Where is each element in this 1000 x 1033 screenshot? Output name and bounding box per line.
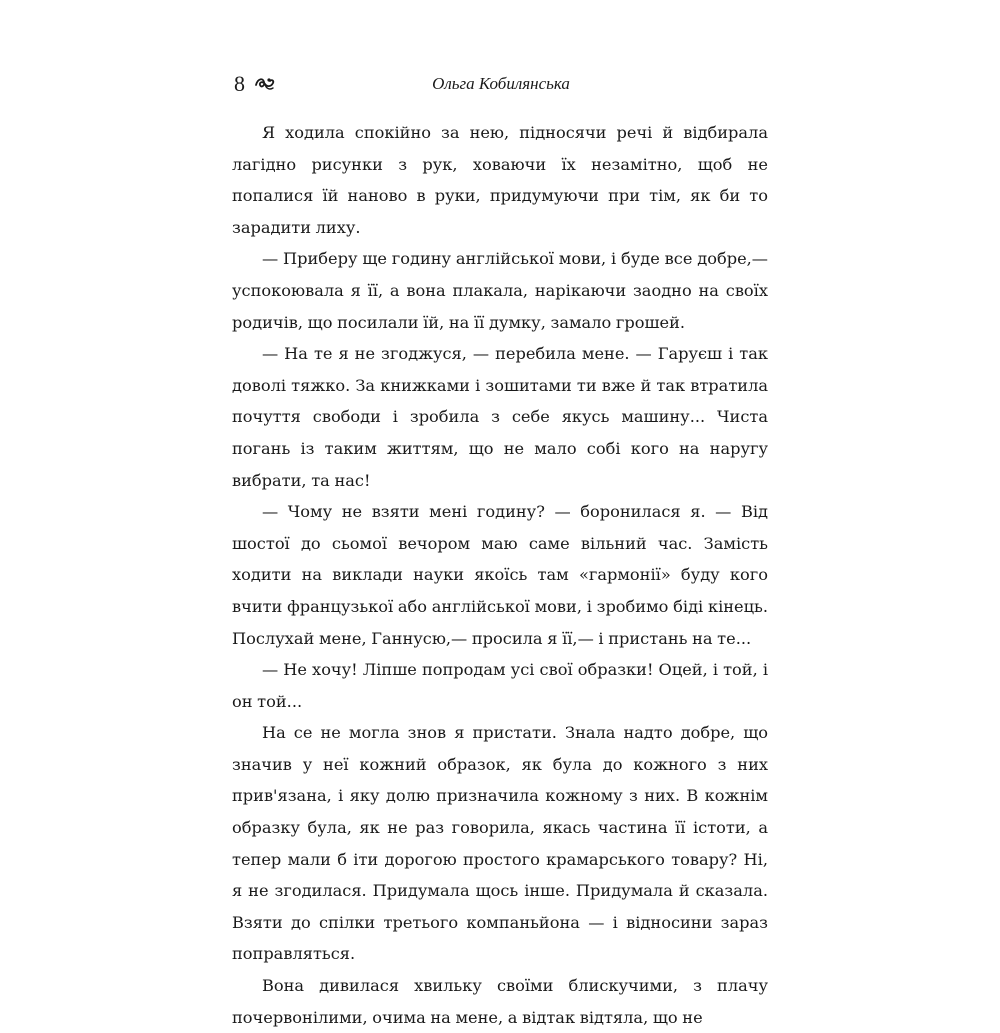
running-head-author: Ольга Кобилянська xyxy=(432,74,570,93)
body-text xyxy=(232,117,768,1033)
page-number: 8 xyxy=(234,71,245,96)
paragraph: — Чому не взяти мені годину? — боронилася я. — Від шостої до сьомої вечором маю саме вільний час. Замість ходити на виклади науки якоїсь там «гармонії» буду кого вчити французької або англійської мови, і зробимо біді кінець. Послухай мене, Ганнусю,— просила я її,— і пристань на те... xyxy=(232,502,768,648)
page-header xyxy=(234,70,768,100)
paragraph: На се не могла знов я пристати. Знала надто добре, що значив у неї кожний образок, як була до кожного з них прив'язана, і яку долю призначила кожному з них. В кожнім образку була, як не раз говорила, якась частина її істоти, а тепер мали б іти дорогою простого крамарського товару? Ні, я не згодилася. Придумала щось інше. Придумала й сказала. Взяти до спілки третього компаньйона — і відносини зараз поправляться. xyxy=(232,723,768,964)
paragraph: — Не хочу! Ліпше попродам усі свої образки! Оцей, і той, і он той... xyxy=(232,660,768,711)
paragraph: — На те я не згоджуся, — перебила мене. — Гаруєш і так доволі тяжко. За книжками і зошитами ти вже й так втратила почуття свободи і зробила з себе якусь машину... Чиста погань із таким життям, що не мало собі кого на наругу вибрати, та нас! xyxy=(232,344,768,490)
paragraph: Вона дивилася хвильку своїми блискучими, з плачу почервонілими, очима на мене, а відтак відтяла, що не xyxy=(232,976,768,1027)
paragraph: Я ходила спокійно за нею, підносячи речі й відбирала лагідно рисунки з рук, ховаючи їх незамітно, щоб не попалися їй наново в руки, придумуючи при тім, як би то зарадити лиху. xyxy=(232,123,768,237)
paragraph: — Приберу ще годину англійської мови, і буде все добре,— успокоювала я її, а вона плакала, нарікаючи заодно на своїх родичів, що посилали їй, на її думку, замало грошей. xyxy=(232,249,768,332)
